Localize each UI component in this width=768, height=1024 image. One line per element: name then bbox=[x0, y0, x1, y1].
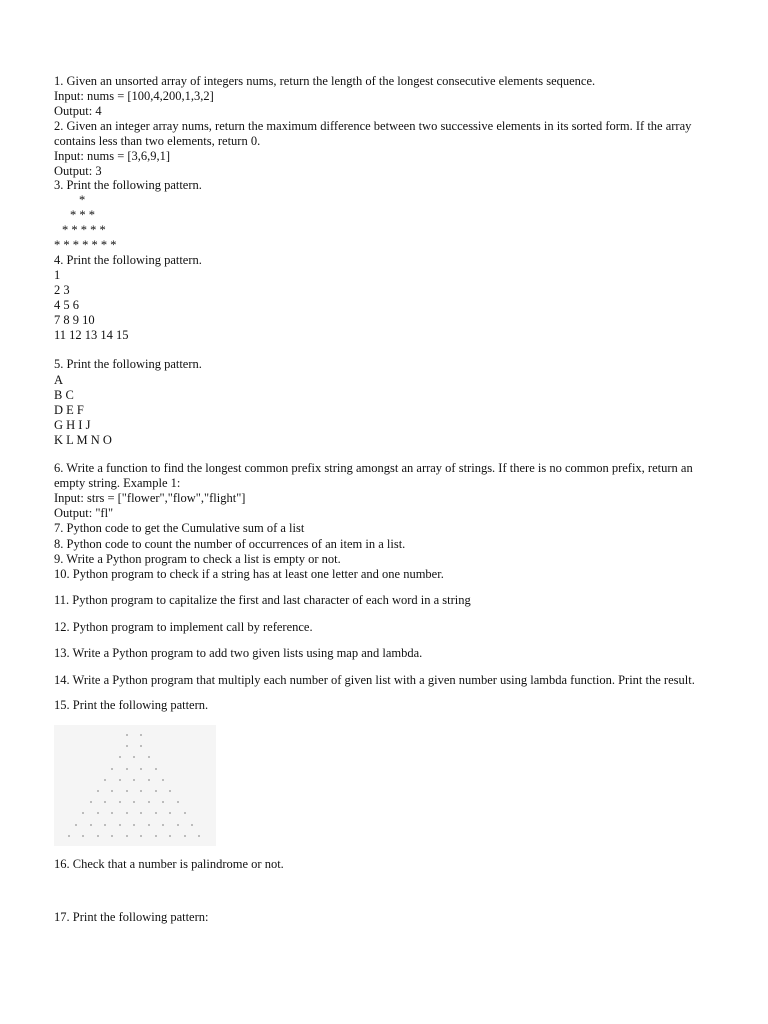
pattern-dot bbox=[90, 824, 92, 826]
question-10-text: 10. Python program to check if a string has at least one letter and one number. bbox=[54, 567, 444, 581]
pattern-dot bbox=[97, 790, 99, 792]
pattern-dot bbox=[133, 801, 135, 803]
question-3-text: 3. Print the following pattern. bbox=[54, 178, 202, 192]
pattern-dot bbox=[90, 801, 92, 803]
pattern-dot bbox=[140, 835, 142, 837]
pattern-dot bbox=[169, 790, 171, 792]
pattern-dot bbox=[162, 801, 164, 803]
question-11-text: 11. Python program to capitalize the first and last character of each word in a string bbox=[54, 593, 471, 607]
pattern-dot bbox=[162, 779, 164, 781]
pattern-dot bbox=[155, 768, 157, 770]
number-pattern-row: 1 bbox=[54, 268, 61, 282]
pattern-dot bbox=[155, 812, 157, 814]
star-pattern-row: * * * * * bbox=[62, 223, 106, 237]
pattern-dot bbox=[97, 835, 99, 837]
pattern-dot bbox=[140, 745, 142, 747]
pattern-dot bbox=[104, 801, 106, 803]
question-2-text-line2: contains less than two elements, return 0. bbox=[54, 134, 261, 148]
pattern-dot bbox=[111, 790, 113, 792]
pattern-dot bbox=[119, 824, 121, 826]
pattern-dot bbox=[184, 835, 186, 837]
question-2-input: Input: nums = [3,6,9,1] bbox=[54, 149, 171, 163]
pattern-dot bbox=[155, 790, 157, 792]
question-14-text: 14. Write a Python program that multiply each number of given list with a given number using lambda function. Print the result. bbox=[54, 673, 695, 687]
pattern-dot bbox=[148, 779, 150, 781]
question-1-input: Input: nums = [100,4,200,1,3,2] bbox=[54, 89, 214, 103]
pattern-dot bbox=[97, 812, 99, 814]
question-13-text: 13. Write a Python program to add two given lists using map and lambda. bbox=[54, 646, 423, 660]
pattern-dot bbox=[104, 779, 106, 781]
pattern-dot bbox=[140, 812, 142, 814]
letter-pattern-row: A bbox=[54, 373, 64, 387]
pattern-dot bbox=[191, 824, 193, 826]
pattern-dot bbox=[126, 812, 128, 814]
question-6-output: Output: "fl" bbox=[54, 506, 114, 520]
star-pattern-row: * * * bbox=[70, 208, 95, 222]
pattern-dot bbox=[111, 835, 113, 837]
pattern-dot bbox=[198, 835, 200, 837]
letter-pattern-row: B C bbox=[54, 388, 74, 402]
question-1-output: Output: 4 bbox=[54, 104, 102, 118]
question-16-text: 16. Check that a number is palindrome or not. bbox=[54, 857, 284, 871]
dot-pattern-image bbox=[54, 725, 216, 846]
question-5-text: 5. Print the following pattern. bbox=[54, 357, 202, 371]
question-15-text: 15. Print the following pattern. bbox=[54, 698, 209, 712]
pattern-dot bbox=[75, 824, 77, 826]
pattern-dot bbox=[111, 812, 113, 814]
pattern-dot bbox=[119, 801, 121, 803]
question-6-text-line1: 6. Write a function to find the longest common prefix string amongst an array of strings. If there is no common prefix, return an bbox=[54, 461, 693, 475]
pattern-dot bbox=[126, 745, 128, 747]
number-pattern-row: 4 5 6 bbox=[54, 298, 79, 312]
question-7-text: 7. Python code to get the Cumulative sum of a list bbox=[54, 521, 305, 535]
question-1-text: 1. Given an unsorted array of integers nums, return the length of the longest consecutive elements sequence. bbox=[54, 74, 596, 88]
letter-pattern-row: D E F bbox=[54, 403, 84, 417]
letter-pattern-row: G H I J bbox=[54, 418, 91, 432]
question-17-text: 17. Print the following pattern: bbox=[54, 910, 209, 924]
question-12-text: 12. Python program to implement call by reference. bbox=[54, 620, 313, 634]
pattern-dot bbox=[148, 801, 150, 803]
question-2-output: Output: 3 bbox=[54, 164, 102, 178]
question-8-text: 8. Python code to count the number of occurrences of an item in a list. bbox=[54, 537, 406, 551]
pattern-dot bbox=[155, 835, 157, 837]
pattern-dot bbox=[126, 790, 128, 792]
pattern-dot bbox=[104, 824, 106, 826]
pattern-dot bbox=[169, 835, 171, 837]
pattern-dot bbox=[119, 756, 121, 758]
question-6-input: Input: strs = ["flower","flow","flight"] bbox=[54, 491, 246, 505]
pattern-dot bbox=[140, 768, 142, 770]
pattern-dot bbox=[126, 768, 128, 770]
pattern-dot bbox=[162, 824, 164, 826]
pattern-dot bbox=[177, 824, 179, 826]
question-9-text: 9. Write a Python program to check a list is empty or not. bbox=[54, 552, 341, 566]
pattern-dot bbox=[140, 790, 142, 792]
question-2-text-line1: 2. Given an integer array nums, return the maximum difference between two successive elements in its sorted form. If the array bbox=[54, 119, 692, 133]
pattern-dot bbox=[126, 734, 128, 736]
pattern-dot bbox=[177, 801, 179, 803]
pattern-dot bbox=[133, 824, 135, 826]
number-pattern-row: 7 8 9 10 bbox=[54, 313, 95, 327]
letter-pattern-row: K L M N O bbox=[54, 433, 112, 447]
number-pattern-row: 11 12 13 14 15 bbox=[54, 328, 129, 342]
pattern-dot bbox=[126, 835, 128, 837]
pattern-dot bbox=[133, 756, 135, 758]
pattern-dot bbox=[140, 734, 142, 736]
pattern-dot bbox=[148, 824, 150, 826]
number-pattern-row: 2 3 bbox=[54, 283, 70, 297]
pattern-dot bbox=[184, 812, 186, 814]
pattern-dot bbox=[82, 835, 84, 837]
question-6-text-line2: empty string. Example 1: bbox=[54, 476, 181, 490]
pattern-dot bbox=[68, 835, 70, 837]
star-pattern-row: * bbox=[79, 193, 86, 207]
pattern-dot bbox=[133, 779, 135, 781]
star-pattern-row: * * * * * * * bbox=[54, 238, 117, 252]
question-4-text: 4. Print the following pattern. bbox=[54, 253, 202, 267]
pattern-dot bbox=[119, 779, 121, 781]
pattern-dot bbox=[148, 756, 150, 758]
pattern-dot bbox=[82, 812, 84, 814]
pattern-dot bbox=[111, 768, 113, 770]
pattern-dot bbox=[169, 812, 171, 814]
